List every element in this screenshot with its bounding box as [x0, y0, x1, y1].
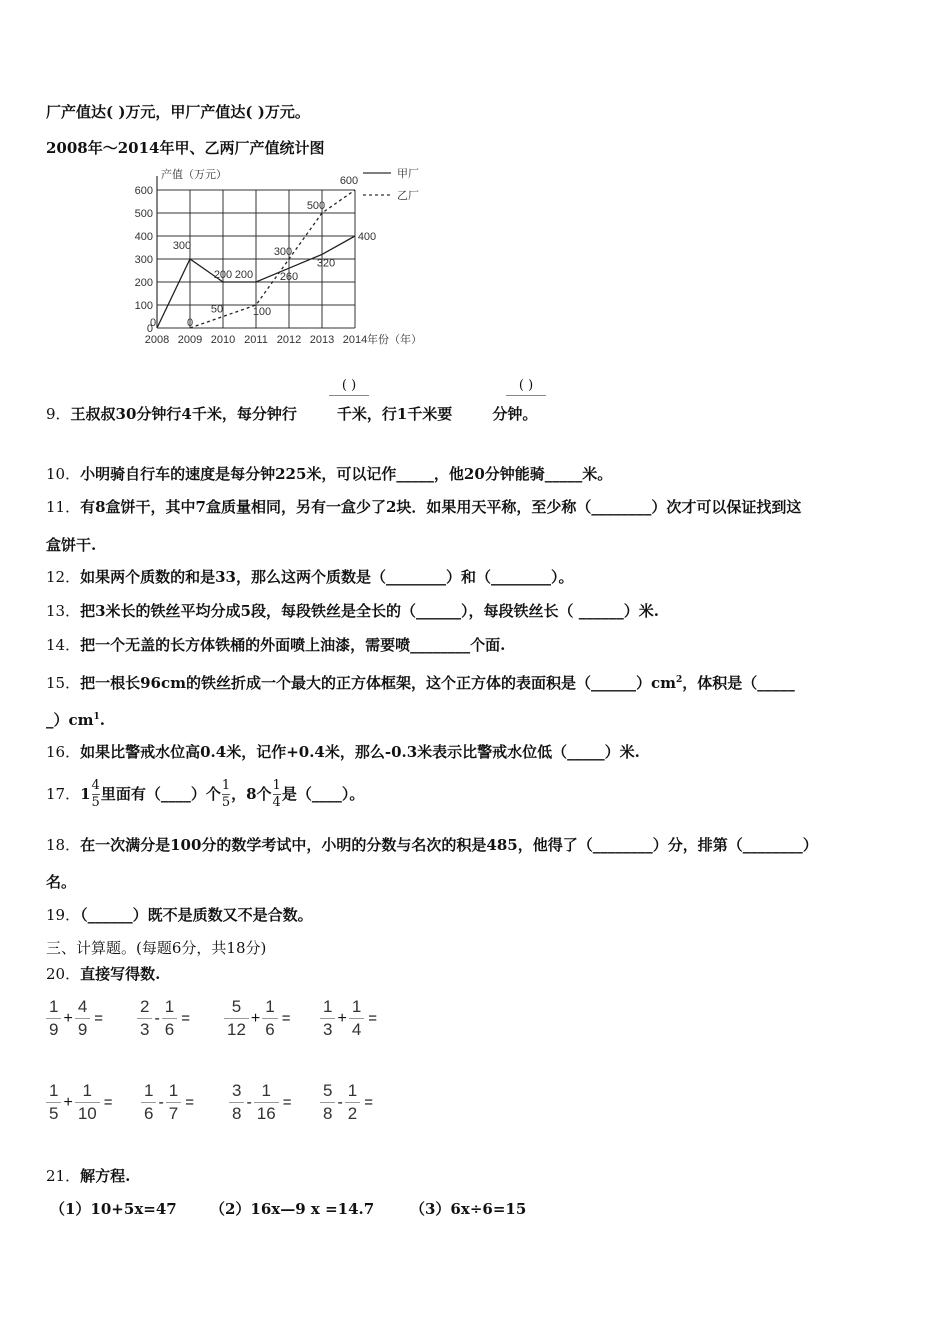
x-tick-label: 2009: [177, 334, 203, 346]
question-16: [46, 742, 640, 762]
fraction-b: [349, 996, 364, 1041]
equals-sign: =: [368, 1010, 378, 1027]
question-9: [46, 404, 537, 424]
denominator: 5: [46, 1102, 61, 1125]
question-11: [46, 497, 801, 517]
x-tick-label: 2013: [309, 334, 335, 346]
fraction-a: [320, 1080, 335, 1125]
q17-fraction-2: [222, 778, 230, 811]
question-19: [46, 905, 313, 925]
question-14: [46, 635, 505, 655]
q15-text-b: ，体积是（_____: [682, 674, 795, 692]
calc-expression: [46, 996, 103, 1041]
operator: -: [246, 1093, 252, 1111]
numerator: 1: [168, 1081, 179, 1100]
calc-expression: [229, 1080, 291, 1125]
q11-number: 11．: [46, 498, 81, 516]
question-17: [46, 772, 364, 816]
y-tick-label: 300: [134, 254, 153, 266]
q21-text: 解方程.: [80, 1167, 131, 1185]
q15-number: 15．: [46, 674, 81, 692]
q15-text: 把一根长96cm的铁丝折成一个最大的正方体框架，这个正方体的表面积是（______）cm: [80, 674, 676, 692]
denominator: 8: [320, 1102, 335, 1125]
intro-line: 厂产值达( )万元，甲厂产值达( )万元。: [46, 103, 310, 121]
question-15-cont: [46, 707, 105, 730]
q17-f3-denominator: 4: [272, 794, 281, 810]
q9-number: 9．: [46, 405, 71, 423]
fraction-b: [262, 996, 277, 1041]
chart-labels: [135, 167, 422, 346]
q15-sup-1: 2: [675, 675, 683, 685]
denominator: 12: [224, 1018, 249, 1041]
q16-number: 16．: [46, 743, 81, 761]
q17-fraction-1: [92, 778, 100, 811]
numerator: 2: [140, 997, 150, 1016]
line-chart: [95, 162, 495, 352]
calc-expression: [320, 996, 377, 1041]
operator: -: [158, 1093, 164, 1111]
q17-text-b: ，8个: [231, 785, 272, 803]
q17-f1-denominator: 5: [91, 794, 100, 810]
question-11-cont: 盒饼干.: [46, 536, 97, 554]
operator: +: [337, 1009, 347, 1027]
denominator: 3: [320, 1018, 335, 1041]
denominator: 8: [229, 1102, 244, 1125]
legend-label-yi: 乙厂: [397, 190, 419, 202]
denominator: 9: [75, 1018, 90, 1041]
q9-blank-1-text: ( ): [341, 378, 357, 393]
question-18: [46, 835, 818, 855]
q17-f2-denominator: 5: [221, 794, 231, 810]
q20-text: 直接写得数.: [80, 965, 161, 983]
fraction-a: [141, 1080, 156, 1125]
q9-blank-2-text: ( ): [518, 378, 534, 393]
question-18-cont: 名。: [46, 873, 77, 891]
q19-number: 19．: [46, 906, 81, 924]
data-label: 100: [252, 306, 272, 318]
q17-f2-numerator: 1: [221, 777, 231, 793]
denominator: 6: [162, 1018, 177, 1041]
fraction-a: [46, 996, 61, 1041]
calc-expression: [224, 996, 291, 1041]
q17-number: 17．: [46, 785, 81, 803]
data-label: 600: [339, 175, 359, 187]
equation-3: （3）6x÷6=15: [410, 1200, 527, 1218]
q17-whole: 1: [80, 785, 91, 803]
denominator: 2: [345, 1102, 360, 1125]
x-tick-label: 2014: [342, 334, 368, 346]
numerator: 1: [49, 1081, 59, 1100]
x-axis-label: 年份（年）: [367, 334, 422, 346]
y-tick-label: 100: [134, 300, 153, 312]
q13-text: 把3米长的铁丝平均分成5段，每段铁丝是全长的（______），每段铁丝长（ ______）米.: [80, 602, 659, 620]
y-tick-label: 500: [134, 208, 153, 220]
numerator: 1: [265, 997, 275, 1016]
fraction-a: [320, 996, 335, 1041]
q18-text: 在一次满分是100分的数学考试中，小明的分数与名次的积是485，他得了（________）分，排第（________）: [80, 836, 818, 854]
q17-f1-numerator: 4: [91, 777, 100, 793]
calc-expression: [320, 1080, 373, 1125]
y-tick-label: 200: [134, 277, 153, 289]
data-label: 200: [234, 269, 254, 281]
calc-expression: [46, 1080, 113, 1125]
section-3-heading: 三、计算题。(每题6分，共18分): [46, 939, 267, 957]
q14-number: 14．: [46, 636, 81, 654]
y-tick-label: 400: [134, 231, 153, 243]
data-label: 260: [279, 271, 299, 284]
y-axis-label: 产值（万元）: [161, 169, 227, 181]
equals-sign: =: [185, 1094, 195, 1111]
data-label: 0: [149, 317, 157, 329]
data-label: 500: [306, 200, 326, 212]
data-label: 300: [273, 246, 293, 258]
fraction-b: [75, 996, 90, 1041]
question-10: [46, 464, 612, 484]
q9-text-a: 王叔叔30分钟行4千米，每分钟行: [70, 405, 297, 423]
q20-number: 20．: [46, 965, 81, 983]
fraction-a: [137, 996, 152, 1041]
question-20: [46, 964, 160, 984]
q13-number: 13．: [46, 602, 81, 620]
q17-f3-numerator: 1: [272, 777, 281, 793]
q16-text: 如果比警戒水位高0.4米，记作+0.4米，那么-0.3米表示比警戒水位低（_____）米.: [80, 743, 640, 761]
operator: +: [63, 1009, 73, 1027]
equals-sign: =: [94, 1010, 104, 1027]
q14-text: 把一个无盖的长方体铁桶的外面喷上油漆，需要喷________个面.: [80, 636, 506, 654]
fraction-b: [166, 1080, 181, 1125]
numerator: 1: [144, 1081, 154, 1100]
question-12: [46, 567, 573, 587]
data-label: 300: [172, 240, 192, 252]
numerator: 1: [82, 1081, 92, 1100]
q17-fraction-3: [273, 778, 281, 811]
data-label: 50: [210, 303, 224, 316]
numerator: 1: [323, 997, 333, 1016]
q9-text-c: 分钟。: [492, 405, 538, 423]
operator: -: [337, 1093, 343, 1111]
q12-text: 如果两个质数的和是33，那么这两个质数是（________）和（________）。: [80, 568, 574, 586]
equals-sign: =: [281, 1010, 291, 1027]
numerator: 1: [49, 997, 59, 1016]
q15-text2-end: .: [99, 711, 106, 729]
numerator: 5: [323, 1081, 333, 1100]
legend-label-jia: 甲厂: [397, 168, 419, 180]
numerator: 1: [351, 997, 362, 1016]
x-tick-label: 2011: [244, 334, 268, 346]
denominator: 16: [254, 1102, 279, 1125]
q10-text: 小明骑自行车的速度是每分钟225米，可以记作_____，他20分钟能骑_____米。: [80, 465, 613, 483]
q12-number: 12．: [46, 568, 81, 586]
q9-text-b: 千米，行1千米要: [336, 405, 453, 423]
equals-sign: =: [364, 1094, 374, 1111]
data-label: 400: [357, 231, 377, 243]
equals-sign: =: [103, 1094, 113, 1111]
calc-expression: [141, 1080, 194, 1125]
q15-text2: _）cm: [46, 711, 94, 729]
fraction-b: [345, 1080, 360, 1125]
numerator: 4: [77, 997, 88, 1016]
q18-number: 18．: [46, 836, 81, 854]
x-tick-label: 2012: [276, 334, 302, 346]
q15-sup-2: 1: [93, 712, 100, 722]
denominator: 6: [262, 1018, 277, 1041]
equals-sign: =: [282, 1094, 292, 1111]
q10-number: 10．: [46, 465, 81, 483]
question-13: [46, 601, 659, 621]
q11-text: 有8盒饼干，其中7盒质量相同，另有一盒少了2块．如果用天平称，至少称（________）次才可以保证找到这: [80, 498, 802, 516]
q17-text-c: 是（____）。: [281, 785, 365, 803]
denominator: 7: [166, 1102, 181, 1125]
y-tick-label: 600: [134, 185, 153, 197]
operator: -: [154, 1009, 160, 1027]
q9-blank-2[interactable]: [506, 378, 546, 396]
q17-text-a: 里面有（____）个: [100, 785, 221, 803]
denominator: 9: [46, 1018, 61, 1041]
calc-expression: [137, 996, 190, 1041]
fraction-b: [162, 996, 177, 1041]
data-label: 0: [186, 317, 194, 329]
denominator: 10: [75, 1102, 100, 1125]
numerator: 1: [261, 1081, 271, 1100]
question-21: [46, 1166, 130, 1186]
data-label: 320: [316, 257, 336, 270]
fraction-b: [254, 1080, 279, 1125]
numerator: 1: [164, 997, 175, 1016]
data-label: 200: [213, 269, 233, 281]
numerator: 5: [231, 997, 242, 1016]
fraction-a: [229, 1080, 244, 1125]
q9-blank-1[interactable]: [329, 378, 369, 396]
numerator: 3: [232, 1081, 242, 1100]
q21-number: 21．: [46, 1167, 81, 1185]
x-tick-label: 2008: [144, 334, 170, 346]
q19-text: （______）既不是质数又不是合数。: [80, 906, 313, 924]
fraction-b: [75, 1080, 100, 1125]
denominator: 4: [349, 1018, 364, 1041]
equation-2: （2）16x—9 x =14.7: [210, 1200, 375, 1218]
equation-1: （1）10+5x=47: [50, 1200, 177, 1218]
chart-title: 2008年～2014年甲、乙两厂产值统计图: [46, 139, 325, 157]
operator: +: [63, 1093, 73, 1111]
x-tick-label: 2010: [210, 334, 236, 346]
question-15: [46, 670, 795, 693]
y-tick-label: 0: [146, 323, 153, 335]
denominator: 6: [141, 1102, 156, 1125]
fraction-a: [224, 996, 249, 1041]
fraction-a: [46, 1080, 61, 1125]
numerator: 1: [347, 1081, 358, 1100]
equals-sign: =: [181, 1010, 191, 1027]
operator: +: [250, 1009, 261, 1027]
denominator: 3: [137, 1018, 152, 1041]
